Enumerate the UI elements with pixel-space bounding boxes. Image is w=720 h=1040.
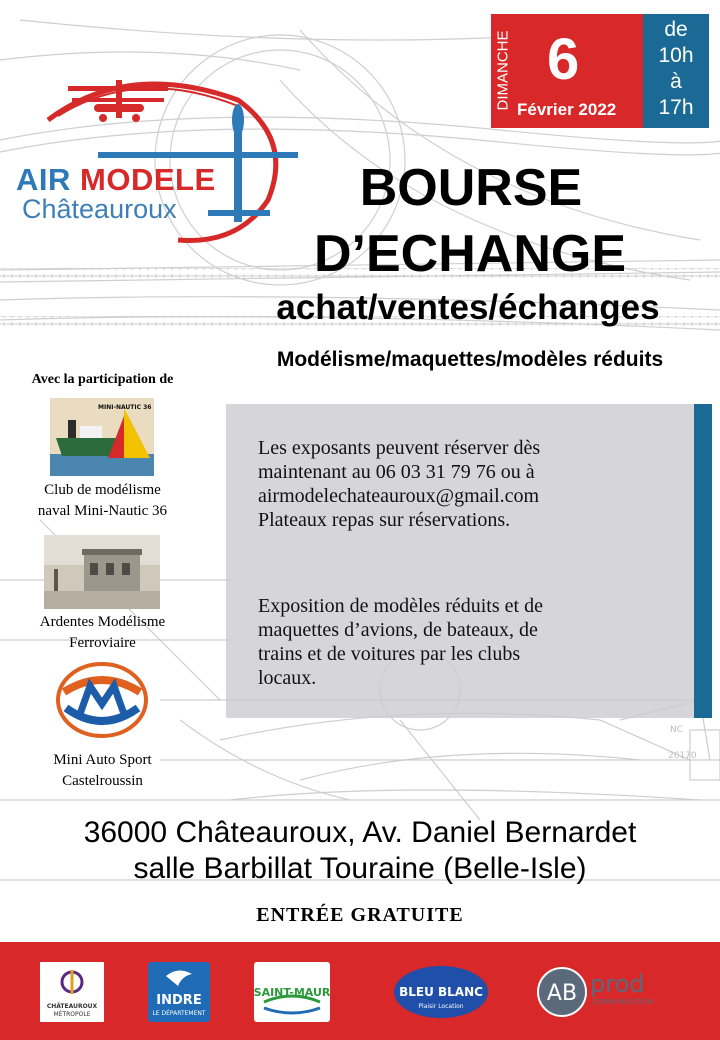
event-hours-block xyxy=(643,14,709,128)
air-modele-logo xyxy=(8,60,298,260)
logo-title: AIR MODELE xyxy=(16,162,216,197)
chateauroux-metropole-logo xyxy=(40,962,104,1022)
svg-text:BLEU BLANC: BLEU BLANC xyxy=(399,985,483,999)
svg-text:INDRE: INDRE xyxy=(156,993,202,1008)
svg-text:SAINT-MAUR: SAINT-MAUR xyxy=(254,986,330,999)
mini-nautic-image xyxy=(50,398,154,476)
saint-maur-logo xyxy=(254,962,330,1022)
ardentes-station-image xyxy=(44,535,160,609)
logo-city: Châteauroux xyxy=(22,194,177,224)
info-panel-accent xyxy=(694,404,712,718)
svg-text:prod: prod xyxy=(590,970,645,998)
event-weekday: DIMANCHE xyxy=(494,30,512,111)
headline-line2: D’ECHANGE xyxy=(313,225,627,283)
svg-text:NC: NC xyxy=(670,725,684,735)
mini-auto-sport-logo xyxy=(56,662,148,738)
hours-end: 17h xyxy=(658,96,694,119)
svg-text:AB: AB xyxy=(546,981,578,1006)
bleu-blanc-logo xyxy=(392,962,490,1022)
contact-email: airmodelechateauroux@gmail.com xyxy=(258,485,540,507)
address-line1: 36000 Châteauroux, Av. Daniel Bernardet xyxy=(83,816,637,849)
free-entry-label: ENTRÉE GRATUITE xyxy=(256,904,464,926)
headline-subtitle2: Modélisme/maquettes/modèles réduits xyxy=(276,348,664,371)
indre-departement-logo xyxy=(148,962,210,1022)
svg-text:MÉTROPOLE: MÉTROPOLE xyxy=(53,1011,91,1018)
hours-start: 10h xyxy=(658,44,694,67)
svg-text:Plaisir Location: Plaisir Location xyxy=(418,1003,464,1010)
hours-to-label: à xyxy=(670,70,682,93)
hours-from-label: de xyxy=(664,18,688,41)
exhibitor-info: Les exposants peuvent réserver dès maintenant au 06 03 31 79 76 ou à airmodelechateauroux@gmail.com Plateaux repas sur réservations. xyxy=(258,436,678,532)
headline-subtitle: achat/ventes/échanges xyxy=(276,288,660,327)
ab-prod-logo xyxy=(534,962,670,1022)
event-date-block xyxy=(491,14,643,128)
sponsor-bar xyxy=(0,942,720,1040)
event-month-year: Février 2022 xyxy=(517,100,617,119)
svg-text:MINI-NAUTIC 36: MINI-NAUTIC 36 xyxy=(98,404,152,411)
participation-heading: Avec la participation de xyxy=(31,372,174,387)
event-day: 6 xyxy=(547,27,580,92)
club-mini-auto-label: Mini Auto Sport Castelroussin xyxy=(53,752,152,789)
address-line2: salle Barbillat Touraine (Belle-Isle) xyxy=(133,852,587,885)
exhibition-description: Exposition de modèles réduits et de maquettes d’avions, de bateaux, de trains et de voitures par les clubs locaux. xyxy=(258,595,543,689)
club-ardentes-label: Ardentes Modélisme Ferroviaire xyxy=(39,614,166,651)
svg-text:COMMUNICATION: COMMUNICATION xyxy=(592,998,654,1006)
headline-line1: BOURSE xyxy=(359,159,583,217)
svg-text:LE DÉPARTEMENT: LE DÉPARTEMENT xyxy=(152,1010,206,1017)
svg-text:CHÂTEAUROUX: CHÂTEAUROUX xyxy=(46,1003,98,1010)
club-mini-nautic-label: Club de modélisme naval Mini-Nautic 36 xyxy=(37,482,168,519)
svg-text:26170: 26170 xyxy=(668,751,697,761)
